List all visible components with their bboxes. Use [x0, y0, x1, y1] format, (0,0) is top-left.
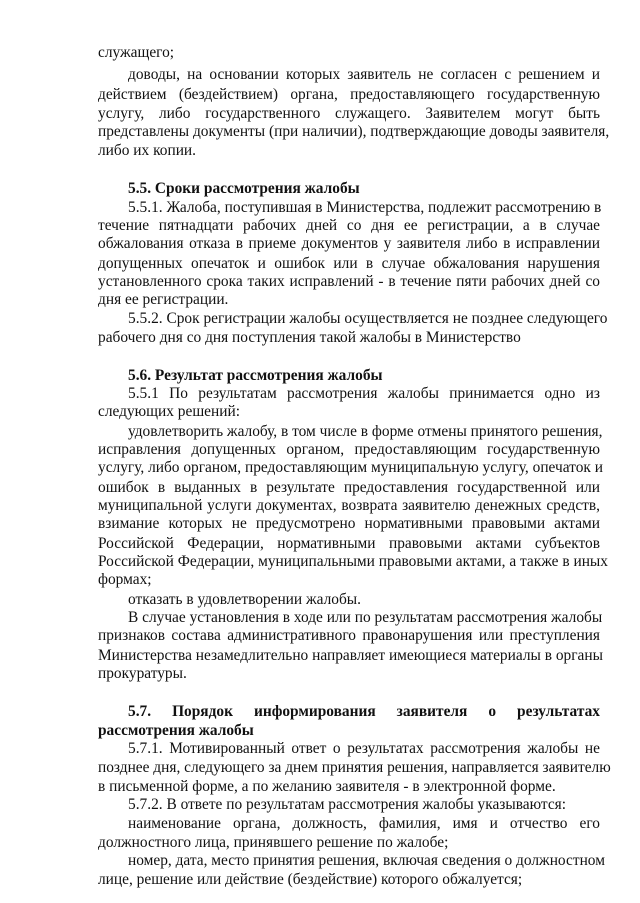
- body-text-line: услугу, либо государственного служащего. Заявителем могут быть: [98, 105, 600, 122]
- body-text-line: отказать в удовлетворении жалобы.: [128, 591, 362, 608]
- body-text-line: лице, решение или действие (бездействие) которого обжалуется;: [98, 871, 523, 888]
- body-text-line: либо их копии.: [98, 142, 197, 159]
- body-text-line: обжалования отказа в приеме документов у заявителя либо в исправлении: [98, 235, 600, 252]
- body-text-line: наименование органа, должность, фамилия, имя и отчество его: [128, 815, 600, 832]
- body-text-line: формах;: [98, 571, 152, 588]
- body-text-line: удовлетворить жалобу, в том числе в форме отмены принятого решения,: [128, 423, 603, 440]
- body-text-line: взимание которых не предусмотрено нормативными правовыми актами: [98, 515, 600, 532]
- body-text-line: 5.5.1. Жалоба, поступившая в Министерства, подлежит рассмотрению в: [128, 199, 602, 216]
- body-text-line: позднее дня, следующего за днем принятия решения, направляется заявителю: [98, 759, 611, 776]
- body-text-line: прокуратуры.: [98, 665, 187, 682]
- section-heading-line: 5.6. Результат рассмотрения жалобы: [128, 367, 383, 384]
- section-heading-line: 5.7. Порядок информирования заявителя о результатах: [128, 703, 600, 720]
- body-text-line: допущенных опечаток и ошибок или в случае обжалования нарушения: [98, 255, 600, 272]
- body-text-line: 5.5.2. Срок регистрации жалобы осуществляется не позднее следующего: [128, 310, 608, 327]
- body-text-line: Министерства незамедлительно направляет имеющиеся материалы в органы: [98, 647, 603, 664]
- section-heading-line: 5.5. Сроки рассмотрения жалобы: [128, 180, 360, 197]
- body-text-line: должностного лица, принявшего решение по жалобе;: [98, 834, 449, 851]
- body-text-line: установленного срока таких исправлений - в течение пяти рабочих дней со: [98, 273, 600, 290]
- body-text-line: служащего;: [98, 44, 175, 61]
- body-text-line: В случае установления в ходе или по результатам рассмотрения жалобы: [128, 609, 603, 626]
- body-text-line: Российской Федерации, нормативными правовыми актами субъектов: [98, 535, 600, 552]
- body-text-line: течение пятнадцати рабочих дней со дня ее регистрации, а в случае: [98, 217, 600, 234]
- body-text-line: ошибок в выданных в результате предоставления государственной или: [98, 479, 600, 496]
- body-text-line: 5.7.1. Мотивированный ответ о результатах рассмотрения жалобы не: [128, 740, 600, 757]
- body-text-line: доводы, на основании которых заявитель не согласен с решением и: [128, 66, 600, 83]
- body-text-line: рабочего дня со дня поступления такой жалобы в Министерство: [98, 329, 521, 346]
- body-text-line: 5.5.1 По результатам рассмотрения жалобы принимается одно из: [128, 385, 600, 402]
- body-text-line: номер, дата, место принятия решения, включая сведения о должностном: [128, 852, 605, 869]
- body-text-line: признаков состава административного правонарушения или преступления: [98, 627, 600, 644]
- section-heading-line: рассмотрения жалобы: [98, 722, 254, 739]
- body-text-line: Российской Федерации, муниципальными правовыми актами, а также в иных: [98, 553, 608, 570]
- body-text-line: действием (бездействием) органа, предоставляющего государственную: [98, 86, 600, 103]
- body-text-line: исправления допущенных органом, предоставляющим государственную: [98, 441, 600, 458]
- body-text-line: услугу, либо органом, предоставляющим муниципальную услугу, опечаток и: [98, 459, 603, 476]
- body-text-line: 5.7.2. В ответе по результатам рассмотрения жалобы указываются:: [128, 796, 567, 813]
- body-text-line: в письменной форме, а по желанию заявителя - в электронной форме.: [98, 778, 556, 795]
- body-text-line: следующих решений:: [98, 403, 240, 420]
- body-text-line: дня ее регистрации.: [98, 291, 229, 308]
- body-text-line: муниципальной услуги документах, возврата заявителю денежных средств,: [98, 497, 600, 514]
- body-text-line: представлены документы (при наличии), подтверждающие доводы заявителя,: [98, 123, 610, 140]
